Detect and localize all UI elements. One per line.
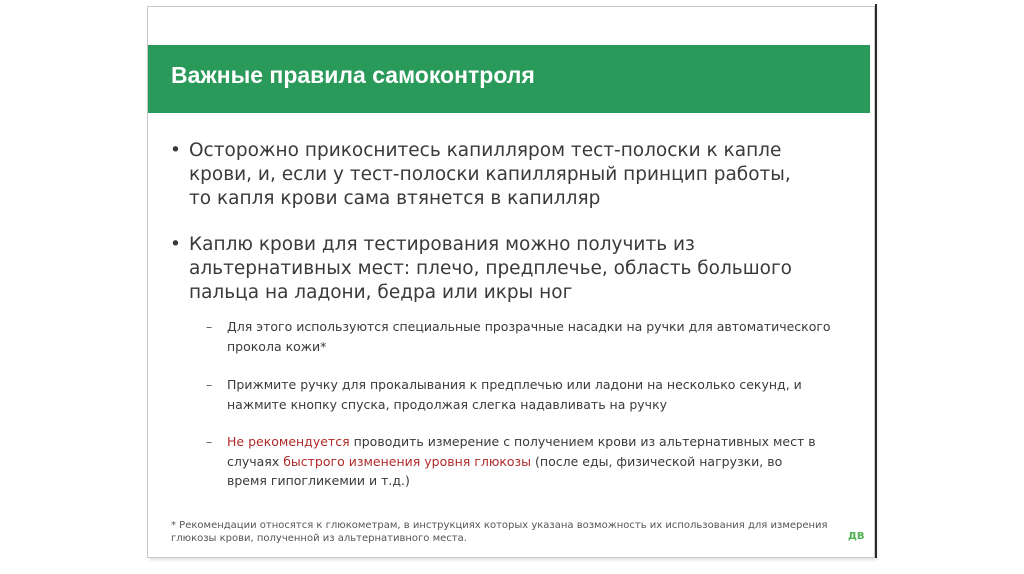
- sub-marker: –: [206, 319, 213, 334]
- bullet-marker: •: [170, 234, 181, 255]
- bullet-line: крови, и, если у тест-полоски капиллярный принцип работы,: [189, 164, 791, 185]
- right-border-line: [875, 4, 877, 558]
- sub-marker: –: [206, 377, 213, 392]
- sub-item: [206, 375, 826, 414]
- bullet-line: пальца на ладони, бедра или икры ног: [189, 282, 573, 303]
- bullet-line: то капля крови сама втянется в капилляр: [189, 188, 601, 209]
- sub-line: [227, 452, 826, 472]
- sub-line: Прижмите ручку для прокалывания к предплечью или ладони на несколько секунд, и: [227, 377, 802, 392]
- highlight-text: быстрого изменения уровня глюкозы: [283, 453, 532, 469]
- bullet-line: Каплю крови для тестирования можно получить из: [189, 234, 695, 255]
- sub-line: Для этого используются специальные прозрачные насадки на ручки для автоматического: [227, 319, 831, 334]
- sub-line: нажмите кнопку спуска, продолжая слегка надавливать на ручку: [227, 396, 668, 412]
- footnote-line: глюкозы крови, полученной из альтернативного места.: [171, 533, 467, 544]
- slide-title: Важные правила самоконтроля: [171, 62, 535, 88]
- sub-line: [227, 432, 826, 452]
- bullet-marker: •: [170, 140, 181, 161]
- sub-item: [206, 432, 826, 491]
- sub-line-text: проводить измерение с получением крови из альтернативных мест в: [349, 434, 816, 449]
- sub-line: время гипогликемии и т.д.): [227, 473, 410, 488]
- sub-marker: –: [206, 434, 213, 449]
- footnote: [171, 519, 831, 545]
- bullet-item: [170, 233, 810, 305]
- bullet-line: альтернативных мест: плечо, предплечье, область большого: [189, 258, 792, 279]
- sub-line: прокола кожи*: [227, 338, 327, 354]
- footnote-line: * Рекомендации относятся к глюкометрам, в инструкциях которых указана возможность их использования для измерения: [171, 520, 828, 531]
- bullet-line: Осторожно прикоснитесь капилляром тест-полоски к капле: [189, 140, 782, 161]
- sub-line-text: случаях: [227, 453, 284, 469]
- highlight-text: Не рекомендуется: [227, 434, 350, 449]
- title-bar: [148, 45, 870, 113]
- bullet-item: [170, 139, 810, 211]
- slide: [147, 6, 875, 558]
- logo: ДВ: [848, 531, 865, 542]
- sub-item: [206, 317, 831, 356]
- sub-line-text: (после еды, физической нагрузки, во: [531, 453, 783, 469]
